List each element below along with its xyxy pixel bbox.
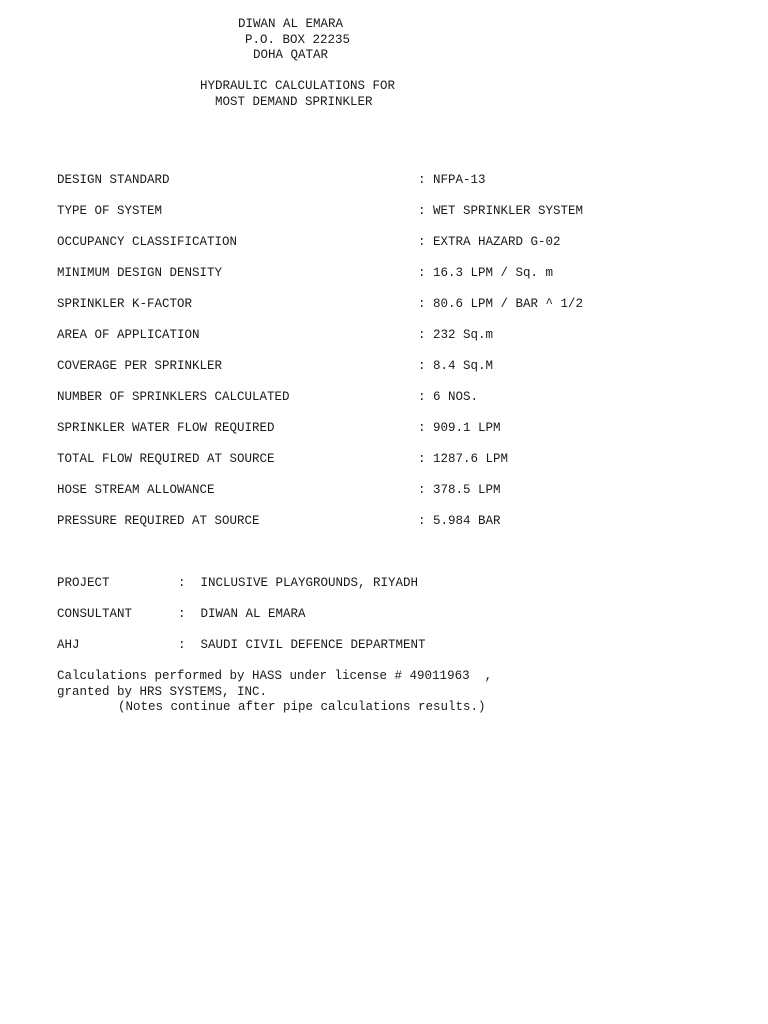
spec-value: : 6 NOS. [418, 390, 479, 404]
license-line: Calculations performed by HASS under license # 49011963 , [57, 669, 493, 683]
grantor-line: granted by HRS SYSTEMS, INC. [57, 685, 268, 699]
spec-label: DESIGN STANDARD [57, 173, 170, 187]
notes-continue-line: (Notes continue after pipe calculations results.) [118, 700, 486, 714]
spec-label: MINIMUM DESIGN DENSITY [57, 266, 223, 280]
spec-label: SPRINKLER WATER FLOW REQUIRED [57, 421, 275, 435]
spec-label: NUMBER OF SPRINKLERS CALCULATED [57, 390, 290, 404]
spec-label: TOTAL FLOW REQUIRED AT SOURCE [57, 452, 275, 466]
city: DOHA QATAR [253, 48, 329, 62]
ahj-value: : SAUDI CIVIL DEFENCE DEPARTMENT [178, 638, 426, 652]
spec-label: COVERAGE PER SPRINKLER [57, 359, 223, 373]
project-value: : INCLUSIVE PLAYGROUNDS, RIYADH [178, 576, 419, 590]
spec-label: AREA OF APPLICATION [57, 328, 200, 342]
spec-value: : 1287.6 LPM [418, 452, 509, 466]
company-name: DIWAN AL EMARA [238, 17, 344, 31]
document-title-line1: HYDRAULIC CALCULATIONS FOR [200, 79, 396, 93]
spec-value: : WET SPRINKLER SYSTEM [418, 204, 584, 218]
spec-label: TYPE OF SYSTEM [57, 204, 163, 218]
spec-label: HOSE STREAM ALLOWANCE [57, 483, 215, 497]
spec-label: PRESSURE REQUIRED AT SOURCE [57, 514, 260, 528]
consultant-value: : DIWAN AL EMARA [178, 607, 306, 621]
spec-label: SPRINKLER K-FACTOR [57, 297, 193, 311]
ahj-label: AHJ [57, 638, 80, 652]
spec-value: : 909.1 LPM [418, 421, 501, 435]
spec-value: : 8.4 Sq.M [418, 359, 494, 373]
spec-value: : 5.984 BAR [418, 514, 501, 528]
spec-value: : 232 Sq.m [418, 328, 494, 342]
po-box: P.O. BOX 22235 [245, 33, 351, 47]
spec-label: OCCUPANCY CLASSIFICATION [57, 235, 238, 249]
spec-value: : NFPA-13 [418, 173, 486, 187]
document-title-line2: MOST DEMAND SPRINKLER [215, 95, 373, 109]
spec-value: : 16.3 LPM / Sq. m [418, 266, 554, 280]
project-label: PROJECT [57, 576, 110, 590]
consultant-label: CONSULTANT [57, 607, 133, 621]
spec-value: : 378.5 LPM [418, 483, 501, 497]
spec-value: : EXTRA HAZARD G-02 [418, 235, 561, 249]
spec-value: : 80.6 LPM / BAR ^ 1/2 [418, 297, 584, 311]
